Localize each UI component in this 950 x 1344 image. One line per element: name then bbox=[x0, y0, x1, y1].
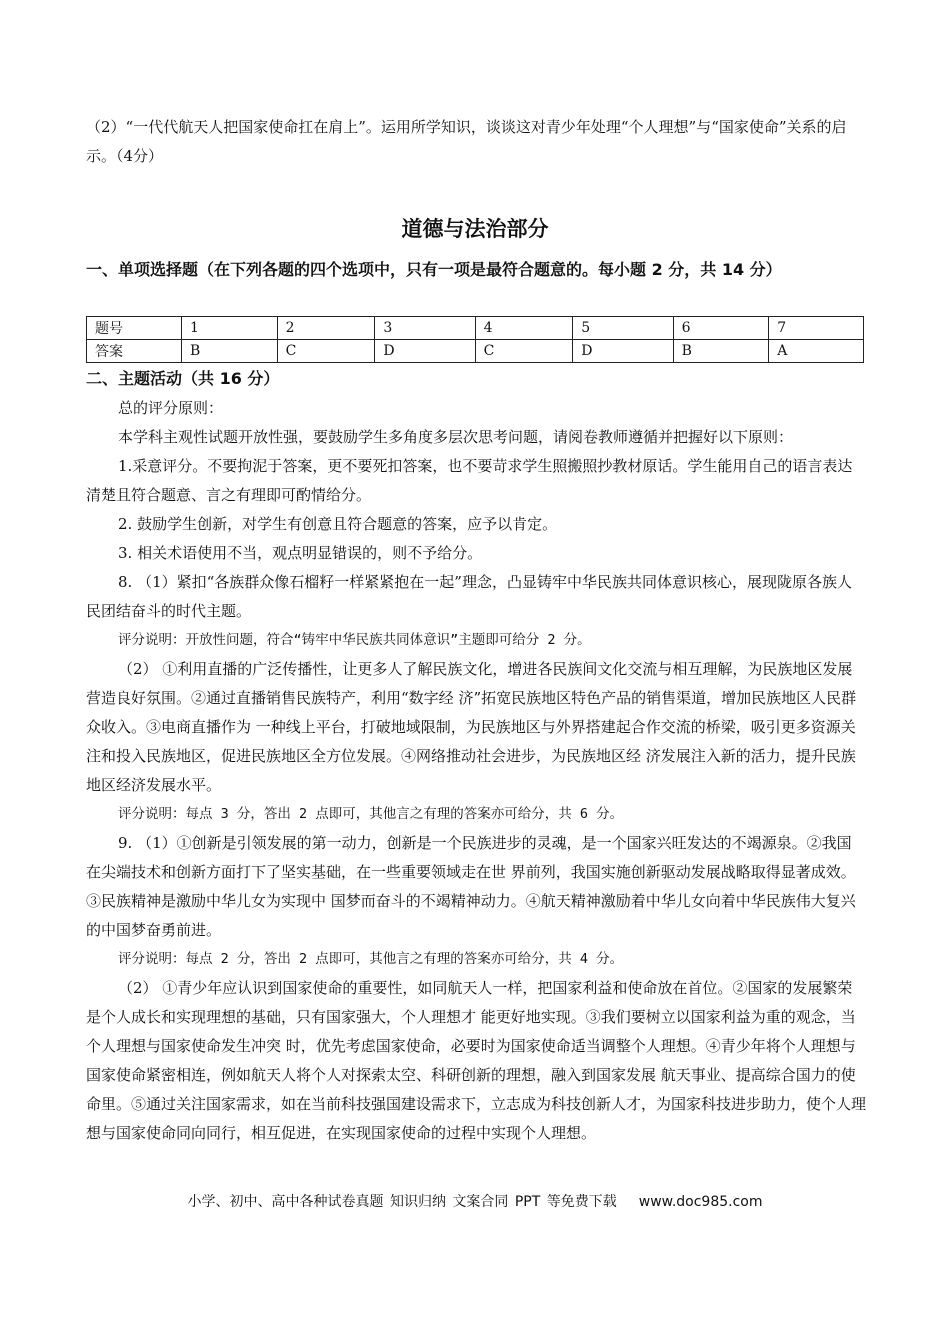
question-number-cell: 7 bbox=[769, 317, 864, 340]
table-row-label: 题号 bbox=[87, 317, 182, 340]
answer-cell: D bbox=[375, 340, 475, 363]
part2-heading: 二、主题活动（共 16 分） bbox=[86, 369, 280, 388]
part1-heading: 一、单项选择题（在下列各题的四个选项中，只有一项是最符合题意的。每小题 2 分，共 14 分） bbox=[86, 260, 782, 279]
principles-intro: 本学科主观性试题开放性强，要鼓励学生多角度多层次思考问题，请阅卷教师遵循并把握好以下原则： bbox=[118, 428, 794, 446]
answer-table bbox=[86, 316, 864, 363]
section-title: 道德与法治部分 bbox=[401, 217, 549, 241]
question-number-cell: 4 bbox=[475, 317, 573, 340]
answer-cell: C bbox=[277, 340, 375, 363]
question-number-cell: 1 bbox=[182, 317, 278, 340]
principle-2: 2. 鼓励学生创新，对学生有创意且符合题意的答案，应予以肯定。 bbox=[118, 515, 558, 533]
footer-text: 小学、初中、高中各种试卷真题 知识归纳 文案合同 PPT 等免费下载 bbox=[187, 1194, 617, 1210]
previous-question-2: （2）“一代代航天人把国家使命扛在肩上”。运用所学知识，谈谈这对青少年处理“个人理想”与“国家使命”关系的启示。（4分） bbox=[86, 118, 847, 165]
answer-cell: B bbox=[673, 340, 769, 363]
answer-cell: D bbox=[573, 340, 673, 363]
table-row-answers bbox=[87, 340, 864, 363]
q9-part2-answer: （2） ①青少年应认识到国家使命的重要性，如同航天人一样，把国家利益和使命放在首位。②国家的发展繁荣是个人成长和实现理想的基础，只有国家强大，个人理想才 能更好地实现。③我们要树立以国家利益为重的观念，当个人理想与国家使命发生冲突 时，优先考虑国家使命，必要时为国家使命适当调整个人理想。④青少年将个人理想与 国家使命紧密相连，例如航天人将个人对探索太空、科研创新的理想，融入到国家发展 航天事业、提高综合国力的使命里。⑤通过关注国家需求，如在当前科技强国建设需求下，立志成为科技创新人才，为国家科技进步助力，使个人理想与国家使命同向同行，相互促进，在实现国家使命的过程中实现个人理想。 bbox=[86, 979, 867, 1142]
answer-cell: A bbox=[769, 340, 864, 363]
principles-title: 总的评分原则： bbox=[118, 399, 224, 417]
q8-part2-answer: （2） ①利用直播的广泛传播性，让更多人了解民族文化，增进各民族间文化交流与相互理解，为民族地区发展营造良好氛围。②通过直播销售民族特产，利用“数字经 济”拓宽民族地区特色产品的销售渠道，增加民族地区人民群众收入。③电商直播作为 一种线上平台，打破地域限制，为民族地区与外界搭建起合作交流的桥梁，吸引更多资源关注和投入民族地区，促进民族地区全方位发展。④网络推动社会进步，为民族地区经 济发展注入新的活力，提升民族地区经济发展水平。 bbox=[86, 660, 857, 794]
answer-body bbox=[86, 394, 866, 1148]
question-number-cell: 3 bbox=[375, 317, 475, 340]
principle-1: 1.采意评分。不要拘泥于答案，更不要死扣答案，也不要苛求学生照搬照抄教材原话。学生能用自己的语言表达清楚且符合题意、言之有理即可酌情给分。 bbox=[86, 457, 853, 504]
question-number-cell: 6 bbox=[673, 317, 769, 340]
q8-part1-answer: 8. （1）紧扣“各族群众像石榴籽一样紧紧抱在一起”理念，凸显铸牢中华民族共同体意识核心，展现陇原各族人民团结奋斗的时代主题。 bbox=[86, 573, 852, 620]
table-row-label: 答案 bbox=[87, 340, 182, 363]
page-footer bbox=[0, 1191, 950, 1211]
q8-scoring-note-2: 评分说明：每点 3 分，答出 2 点即可，其他言之有理的答案亦可给分，共 6 分。 bbox=[118, 806, 624, 822]
q9-scoring-note-1: 评分说明：每点 2 分，答出 2 点即可，其他言之有理的答案亦可给分，共 4 分。 bbox=[118, 951, 624, 967]
answer-cell: C bbox=[475, 340, 573, 363]
q8-scoring-note-1: 评分说明：开放性问题，符合“铸牢中华民族共同体意识”主题即可给分 2 分。 bbox=[118, 632, 591, 648]
question-number-cell: 2 bbox=[277, 317, 375, 340]
principle-3: 3. 相关术语使用不当，观点明显错误的，则不予给分。 bbox=[118, 544, 483, 562]
question-number-cell: 5 bbox=[573, 317, 673, 340]
table-row-numbers bbox=[87, 317, 864, 340]
q9-part1-answer: 9. （1）①创新是引领发展的第一动力，创新是一个民族进步的灵魂，是一个国家兴旺发达的不竭源泉。②我国在尖端技术和创新方面打下了坚实基础，在一些重要领域走在世 界前列，我国实施创新驱动发展战略取得显著成效。③民族精神是激励中华儿女为实现中 国梦而奋斗的不竭精神动力。④航天精神激励着中华儿女向着中华民族伟大复兴的中国梦奋勇前进。 bbox=[86, 834, 856, 939]
answer-cell: B bbox=[182, 340, 278, 363]
footer-url[interactable]: www.doc985.com bbox=[638, 1194, 763, 1210]
